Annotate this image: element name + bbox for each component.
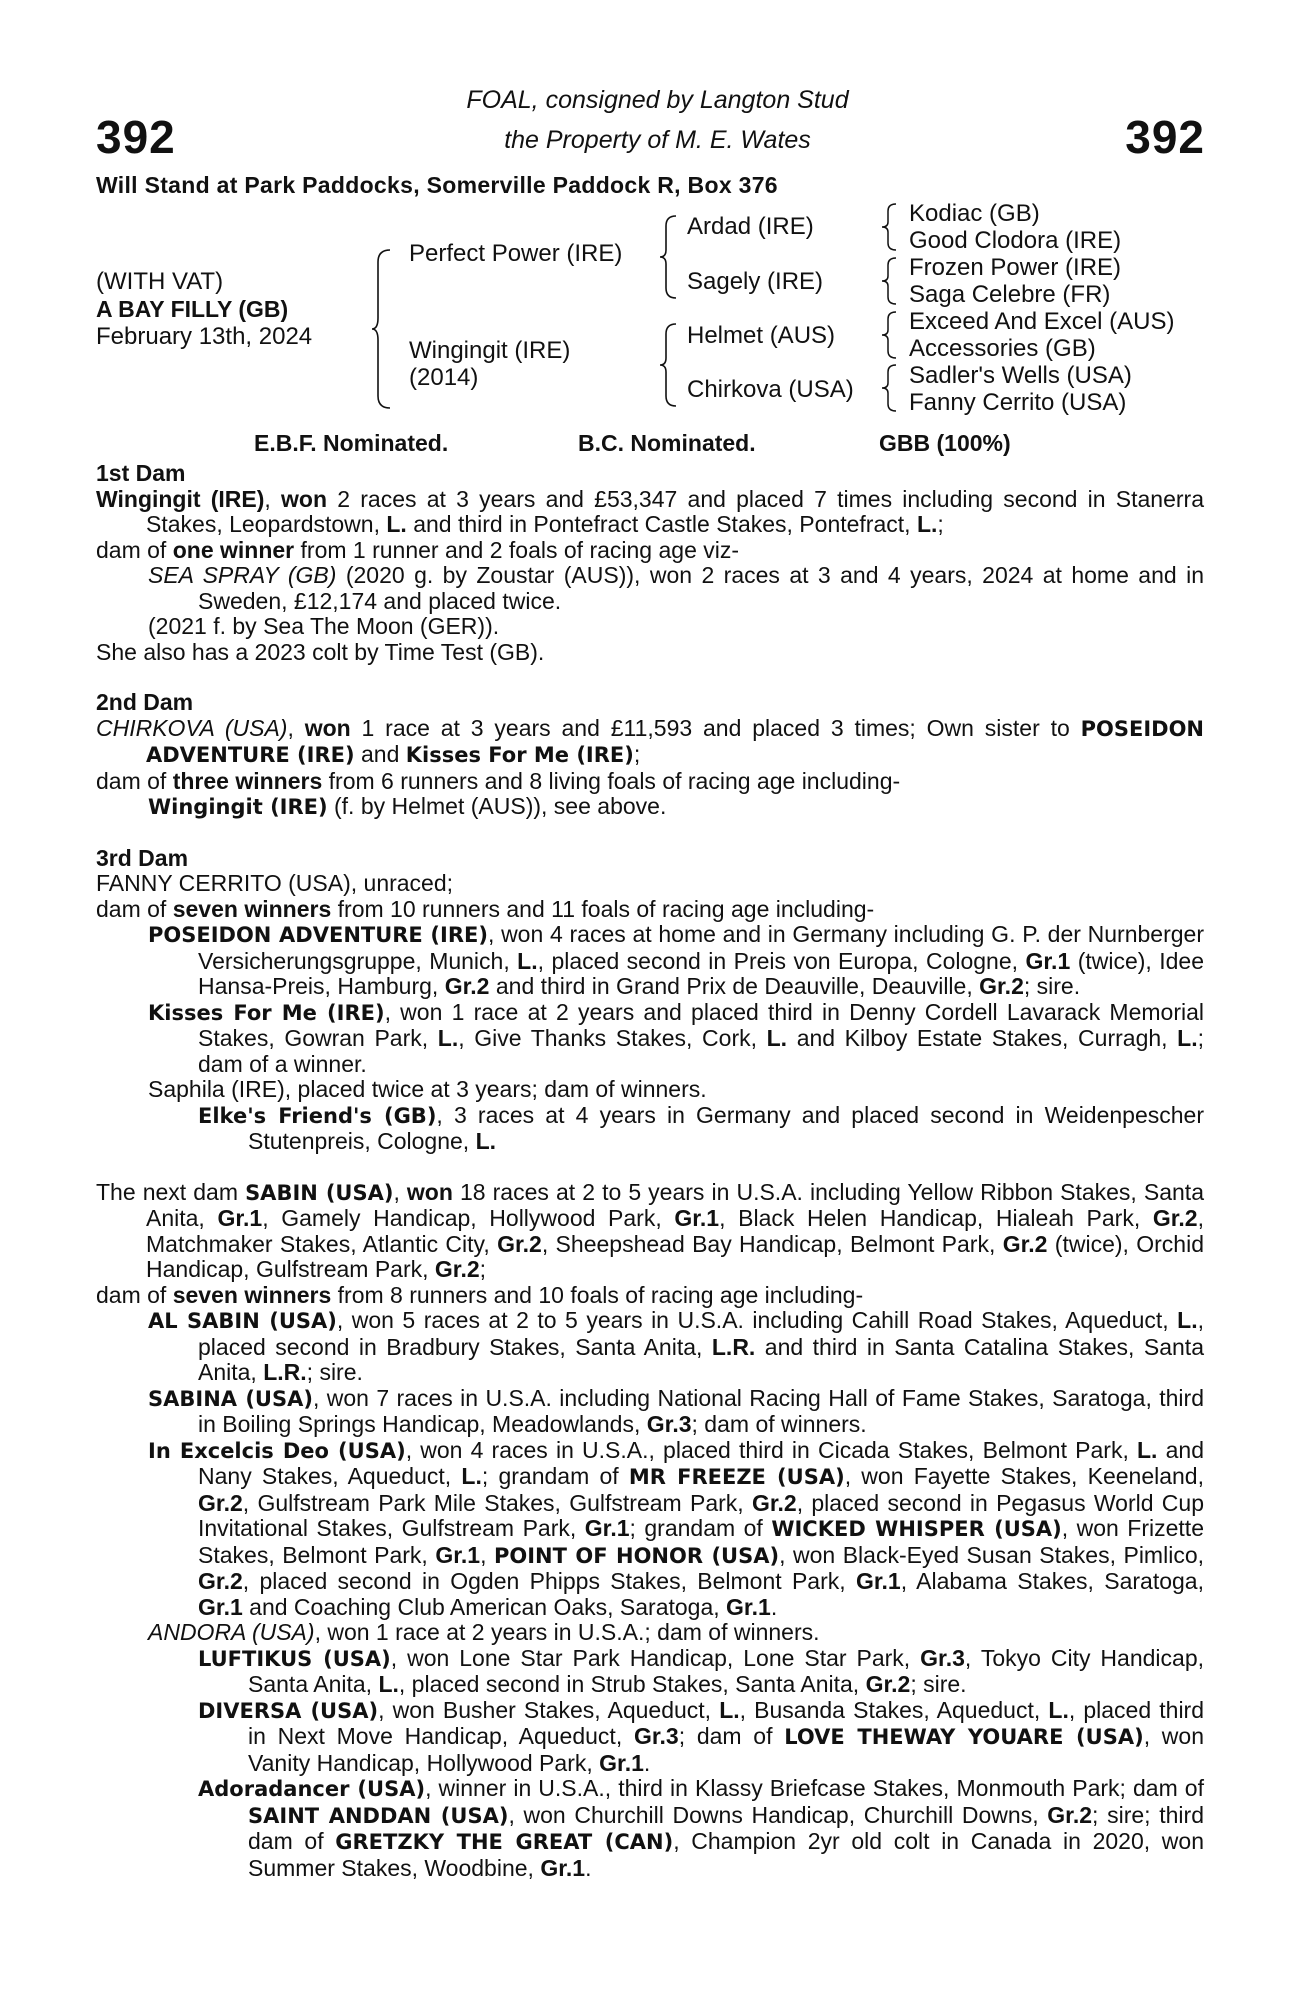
text-run: ; sire. <box>910 1671 967 1697</box>
group-mark: Gr.1 <box>1025 947 1071 974</box>
produce-andora <box>96 1620 1204 1646</box>
horse-name: LUFTIKUS (USA) <box>198 1646 391 1671</box>
group-mark: Gr.1 <box>584 1515 630 1541</box>
text-run: ; <box>937 511 944 537</box>
text-run: , won 1 race at 2 years and placed third in Denny Cordell Lavarack Memorial Stakes, Gowran Park, <box>198 998 1204 1051</box>
horse-name: GRETZKY THE GREAT (CAN) <box>335 1830 674 1854</box>
ped-sss: Kodiac (GB) <box>909 200 1040 227</box>
text-run: dam of <box>96 536 173 563</box>
text-run: , Alabama Stakes, Saratoga, <box>900 1568 1204 1594</box>
listed-mark: L. <box>437 1025 459 1051</box>
text-run: and Nany Stakes, Aqueduct, <box>198 1436 1204 1489</box>
text-run: , placed second in Preis von Europa, Cologne, <box>537 947 1026 974</box>
listed-mark: L.R. <box>263 1359 307 1385</box>
produce-elke <box>96 1103 1204 1155</box>
horse-name: Wingingit (IRE) <box>148 795 328 819</box>
group-mark: Gr.1 <box>674 1205 720 1231</box>
text-run: (f. by Helmet (AUS)), see above. <box>327 793 667 819</box>
text-run: , Sheepshead Bay Handicap, Belmont Park, <box>541 1230 1003 1257</box>
text-run: , won Vanity Handicap, Hollywood Park, <box>248 1723 1204 1776</box>
text-run: and third in Grand Prix de Deauville, Deauville, <box>489 973 980 999</box>
third-dam-produce-line <box>96 897 1204 923</box>
listed-mark: L. <box>1177 1307 1198 1333</box>
text-run: , won Lone Star Park Handicap, Lone Star Park, <box>390 1644 921 1671</box>
group-mark: Gr.2 <box>434 1256 480 1282</box>
third-dam-heading: 3rd Dam <box>96 844 189 871</box>
stand-location: Will Stand at Park Paddocks, Somerville Paddock R, Box 376 <box>96 172 778 198</box>
horse-name: WICKED WHISPER (USA) <box>771 1517 1062 1541</box>
won-word: won <box>304 714 351 741</box>
group-mark: Gr.1 <box>540 1854 586 1881</box>
text-run: , Gulfstream Park Mile Stakes, Gulfstream Park, <box>242 1489 752 1516</box>
group-mark: Gr.1 <box>435 1541 481 1568</box>
produce-poseidon <box>96 922 1204 1000</box>
text-run: ; dam of winners. <box>691 1411 867 1437</box>
listed-mark: L. <box>1048 1696 1069 1723</box>
text-run: and Coaching Club American Oaks, Saratoga, <box>242 1593 727 1620</box>
horse-name: POINT OF HONOR (USA) <box>493 1543 780 1568</box>
produce-adoradancer <box>96 1776 1204 1881</box>
text-run: , 3 races at 4 years in Germany and placed second in Weidenpescher Stutenpreis, Cologne, <box>248 1101 1204 1154</box>
horse-name: SEA SPRAY (GB) <box>148 562 337 588</box>
horse-name: Adoradancer (USA) <box>198 1777 426 1801</box>
ped-dsd: Accessories (GB) <box>909 335 1096 362</box>
horse-name: SABIN (USA) <box>245 1180 394 1205</box>
pedigree-brace-4d <box>880 363 898 413</box>
dam-dam: Chirkova (USA) <box>687 376 854 403</box>
group-mark: Gr.3 <box>920 1644 965 1671</box>
horse-name: ANDORA (USA) <box>148 1619 315 1645</box>
group-mark: Gr.2 <box>865 1671 911 1697</box>
produce-diversa <box>96 1698 1204 1777</box>
group-mark: Gr.1 <box>726 1593 771 1620</box>
text-run: dam of <box>96 1281 173 1308</box>
sire-name: Perfect Power (IRE) <box>409 240 623 267</box>
consignor-block <box>0 80 1315 160</box>
winner-count: seven winners <box>172 1281 332 1308</box>
text-run: . <box>643 1749 651 1776</box>
text-run: ; <box>633 741 641 767</box>
horse-name: Kisses For Me (IRE) <box>405 743 634 767</box>
text-run: dam of <box>96 767 173 794</box>
gbb-badge: GBB (100%) <box>879 430 1011 456</box>
horse-name: SAINT ANDDAN (USA) <box>248 1803 509 1828</box>
text-run: 2 races at 3 years and £53,347 and placed 7 times including second in Stanerra Stakes, Leopardstown, <box>146 485 1205 537</box>
text-run: ; grandam of <box>629 1515 772 1541</box>
text-run: , placed second in Pegasus World Cup Invitational Stakes, Gulfstream Park, <box>198 1489 1205 1541</box>
horse-name: CHIRKOVA (USA) <box>96 714 288 741</box>
horse-name: SABINA (USA) <box>148 1386 313 1411</box>
lot-number-right: 392 <box>1125 111 1205 163</box>
group-mark: Gr.2 <box>497 1230 542 1257</box>
text-run: 18 races at 2 to 5 years in U.S.A. including Yellow Ribbon Stakes, Santa Anita, <box>146 1178 1204 1231</box>
produce-sabina <box>96 1386 1204 1438</box>
group-mark: Gr.1 <box>198 1593 243 1620</box>
group-mark: Gr.2 <box>1047 1801 1093 1828</box>
text-run: , won Frizette Stakes, Belmont Park, <box>198 1515 1204 1568</box>
vat-note: (WITH VAT) <box>96 268 224 295</box>
subject-name: A BAY FILLY (GB) <box>96 296 289 322</box>
first-dam-paragraph: Wingingit (IRE), won 2 races at 3 years and £53,347 and placed 7 times including second in Stanerra Stakes, Leopardstown, L. and third in Pontefract Castle Stakes, Pontefract, L.; <box>96 485 1205 537</box>
winner-count: three winners <box>172 767 323 794</box>
subject-dob: February 13th, 2024 <box>96 323 313 350</box>
text-run: (twice), Idee Hansa-Preis, Hamburg, <box>198 947 1205 999</box>
text-run: ; sire. <box>306 1359 363 1385</box>
catalogue-body <box>96 461 1204 1881</box>
second-dam-paragraph <box>96 716 1204 769</box>
horse-name: Kisses For Me (IRE) <box>148 1000 385 1025</box>
listed-mark: L. <box>916 511 938 537</box>
listed-mark: L. <box>1137 1436 1158 1463</box>
text-run: and third in Pontefract Castle Stakes, Pontefract, <box>406 511 917 537</box>
text-run: , placed third in Next Move Handicap, Aqueduct, <box>248 1696 1205 1749</box>
produce-2021: (2021 f. by Sea The Moon (GER)). <box>148 613 500 639</box>
text-run: from 8 runners and 10 foals of racing age including- <box>331 1281 864 1308</box>
group-mark: Gr.2 <box>198 1489 243 1516</box>
won-word: won <box>406 1178 453 1205</box>
text-run: . <box>585 1854 592 1881</box>
second-dam-heading: 2nd Dam <box>96 689 194 715</box>
pedigree-brace-4a <box>880 202 898 252</box>
pedigree-brace-dam <box>658 322 678 408</box>
ped-sdd: Saga Celebre (FR) <box>909 281 1111 308</box>
horse-name: POSEIDON ADVENTURE (IRE) <box>146 716 1204 767</box>
ebf-nomination: E.B.F. Nominated. <box>254 430 449 456</box>
text-run: , <box>287 714 305 741</box>
horse-name: LOVE THEWAY YOUARE (USA) <box>784 1725 1144 1749</box>
text-run: , won 4 races in U.S.A., placed third in Cicada Stakes, Belmont Park, <box>405 1436 1137 1463</box>
text-run: , Tokyo City Handicap, Santa Anita, <box>248 1644 1204 1697</box>
listed-mark: L. <box>475 1128 497 1154</box>
ped-dds: Sadler's Wells (USA) <box>909 362 1132 389</box>
pedigree-brace-main <box>370 248 392 410</box>
first-dam-name: Wingingit (IRE) <box>96 485 265 512</box>
text-run: from 1 runner and 2 foals of racing age viz- <box>294 536 740 563</box>
text-run: , won 1 race at 2 years in U.S.A.; dam of winners. <box>314 1619 820 1645</box>
horse-name: DIVERSA (USA) <box>198 1698 379 1723</box>
text-run: and third in Santa Catalina Stakes, Santa Anita, <box>198 1333 1204 1385</box>
text-run: from 6 runners and 8 living foals of racing age including- <box>322 767 901 794</box>
horse-name: AL SABIN (USA) <box>148 1309 337 1333</box>
text-run: (2020 g. by Zoustar (AUS)), won 2 races at 3 and 4 years, 2024 at home and in Sweden, £12,174 and placed twice. <box>198 562 1204 614</box>
text-run: , Busanda Stakes, Aqueduct, <box>739 1696 1049 1723</box>
text-run: , Black Helen Handicap, Hialeah Park, <box>719 1205 1153 1231</box>
pedigree-brace-sire <box>658 214 678 300</box>
ped-dss: Exceed And Excel (AUS) <box>909 308 1175 335</box>
produce-kisses <box>96 1000 1204 1078</box>
dam-year: (2014) <box>409 364 479 391</box>
ped-sds: Frozen Power (IRE) <box>909 254 1122 281</box>
text-run: , placed second in Strub Stakes, Santa Anita, <box>398 1671 866 1697</box>
text-run: , placed second in Bradbury Stakes, Santa Anita, <box>198 1307 1205 1360</box>
produce-saphila: Saphila (IRE), placed twice at 3 years; dam of winners. <box>148 1076 707 1102</box>
text-run: and <box>354 741 406 767</box>
won-word: won <box>281 485 328 512</box>
text-run: ; dam of a winner. <box>198 1025 1204 1077</box>
second-dam-produce-line <box>96 769 1204 795</box>
listed-mark: L. <box>719 1696 740 1723</box>
horse-name: MR FREEZE (USA) <box>628 1465 845 1489</box>
text-run: , won Fayette Stakes, Keeneland, <box>844 1463 1204 1489</box>
winner-count: one winner <box>172 536 295 563</box>
lot-number-left: 392 <box>96 111 176 163</box>
consignor-line-2: the Property of M. E. Wates <box>504 126 811 154</box>
first-dam-heading: 1st Dam <box>96 460 186 486</box>
group-mark: Gr.2 <box>751 1489 797 1516</box>
next-dam-paragraph <box>96 1180 1204 1283</box>
text-run: , won 7 races in U.S.A. including National Racing Hall of Fame Stakes, Saratoga, third in Boiling Springs Handicap, Meadowlands, <box>198 1384 1204 1437</box>
text-run: , won 4 races at home and in Germany including G. P. der Nurnberger Versicherungsgruppe, Munich, <box>198 921 1204 974</box>
pedigree-brace-4c <box>880 310 898 360</box>
text-run: 1 race at 3 years and £11,593 and placed 3 times; Own sister to <box>350 714 1081 741</box>
first-dam-produce-line <box>96 538 1204 564</box>
text-run: , won 5 races at 2 to 5 years in U.S.A. including Cahill Road Stakes, Aqueduct, <box>336 1307 1178 1333</box>
text-run: , won Busher Stakes, Aqueduct, <box>378 1696 720 1723</box>
dam-sire: Helmet (AUS) <box>687 322 836 349</box>
produce-2023: She also has a 2023 colt by Time Test (GB). <box>96 638 545 665</box>
listed-mark: L. <box>461 1463 482 1489</box>
produce-sea-spray <box>96 563 1204 614</box>
pedigree-brace-4b <box>880 256 898 306</box>
consignor-line-1: FOAL, consigned by Langton Stud <box>466 86 849 114</box>
group-mark: Gr.2 <box>979 973 1024 999</box>
text-run: ; sire; third dam of <box>248 1801 1204 1854</box>
produce-luftikus <box>96 1646 1204 1698</box>
next-dam-produce-line <box>96 1283 1204 1309</box>
text-run: and Kilboy Estate Stakes, Curragh, <box>787 1025 1178 1051</box>
text-run: dam of <box>96 895 173 922</box>
group-mark: Gr.3 <box>633 1723 679 1749</box>
horse-name: Elke's Friend's (GB) <box>198 1103 437 1128</box>
text-run: , Gamely Handicap, Hollywood Park, <box>262 1205 675 1231</box>
text-run: , <box>393 1178 407 1205</box>
text-run: , Give Thanks Stakes, Cork, <box>458 1025 767 1051</box>
listed-mark: L.R. <box>711 1333 756 1360</box>
ped-ssd: Good Clodora (IRE) <box>909 227 1122 254</box>
group-mark: Gr.1 <box>217 1205 263 1231</box>
dam-name: Wingingit (IRE) <box>409 337 571 364</box>
text-run: ; sire. <box>1023 973 1081 999</box>
produce-excelcis <box>96 1438 1204 1621</box>
listed-mark: L. <box>1177 1025 1198 1051</box>
sire-dam: Sagely (IRE) <box>687 268 824 295</box>
produce-wingingit <box>96 794 1204 821</box>
text-run: ; grandam of <box>481 1463 629 1489</box>
listed-mark: L. <box>517 947 538 974</box>
text-run: The next dam <box>96 1178 246 1205</box>
produce-al-sabin <box>96 1308 1204 1386</box>
horse-name: POSEIDON ADVENTURE (IRE) <box>148 923 488 947</box>
text-run: ; <box>479 1256 487 1282</box>
text-run: , <box>480 1541 487 1568</box>
text-run: ; dam of <box>678 1723 785 1749</box>
group-mark: Gr.2 <box>198 1568 243 1594</box>
text-run: , Champion 2yr old colt in Canada in 2020, won Summer Stakes, Woodbine, <box>248 1828 1204 1881</box>
group-mark: Gr.2 <box>1152 1205 1198 1231</box>
text-run: (twice), Orchid Handicap, Gulfstream Park, <box>146 1230 1205 1282</box>
text-run: , winner in U.S.A., third in Klassy Briefcase Stakes, Monmouth Park; dam of <box>425 1775 1204 1801</box>
ped-ddd: Fanny Cerrito (USA) <box>909 389 1127 416</box>
group-mark: Gr.2 <box>444 973 490 999</box>
bc-nomination: B.C. Nominated. <box>578 430 756 456</box>
group-mark: Gr.1 <box>855 1568 901 1594</box>
text-run: . <box>770 1593 778 1620</box>
group-mark: Gr.3 <box>646 1411 692 1437</box>
listed-mark: L. <box>386 511 407 537</box>
text-run: from 10 runners and 11 foals of racing age including- <box>331 895 875 922</box>
listed-mark: L. <box>378 1671 399 1697</box>
group-mark: Gr.1 <box>599 1749 644 1776</box>
horse-name: In Excelcis Deo (USA) <box>148 1438 406 1463</box>
text-run: , won Black-Eyed Susan Stakes, Pimlico, <box>779 1541 1204 1568</box>
winner-count: seven winners <box>172 895 332 922</box>
listed-mark: L. <box>766 1025 788 1051</box>
group-mark: Gr.2 <box>1002 1230 1048 1257</box>
text-run: , placed second in Ogden Phipps Stakes, Belmont Park, <box>242 1568 856 1594</box>
text-run: , won Churchill Downs Handicap, Churchill Downs, <box>508 1801 1048 1828</box>
sire-sire: Ardad (IRE) <box>687 213 814 240</box>
text-run: , Matchmaker Stakes, Atlantic City, <box>146 1205 1204 1257</box>
third-dam-line: FANNY CERRITO (USA), unraced; <box>96 870 454 896</box>
